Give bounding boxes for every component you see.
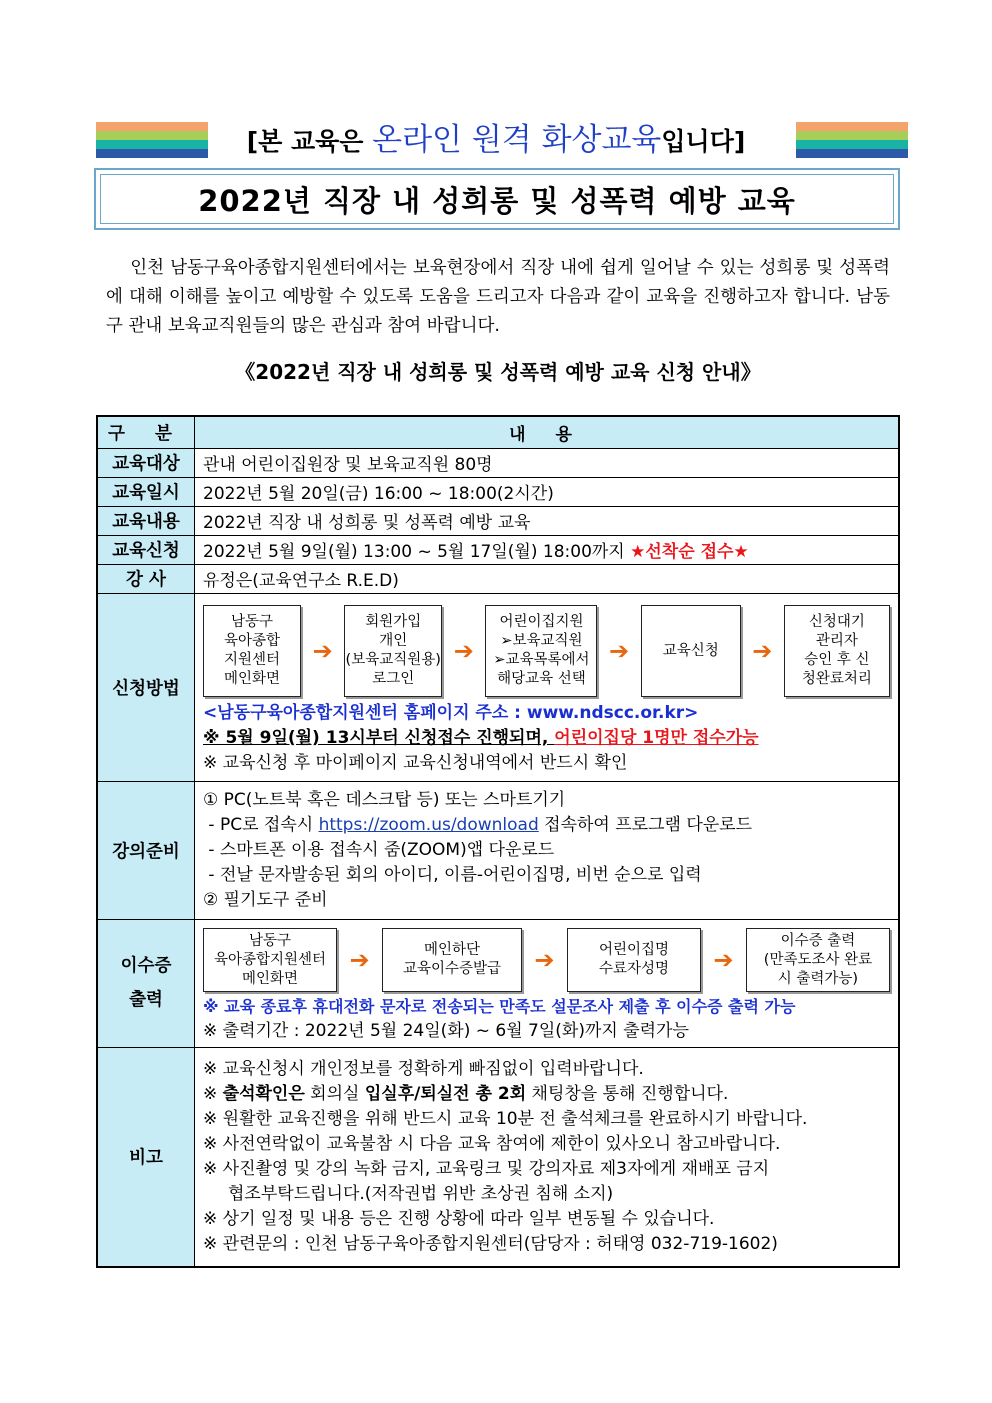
banner-highlight: 온라인 원격 화상교육 (372, 122, 662, 158)
arrow-icon: ➔ (713, 946, 734, 974)
first-come-badge: ★선착순 접수★ (630, 542, 749, 562)
method-note-2: ※ 교육신청 후 마이페이지 교육신청내역에서 반드시 확인 (203, 753, 628, 773)
note-6: ※ 상기 일정 및 내용 등은 진행 상황에 따라 일부 변동될 수 있습니다. (203, 1208, 715, 1229)
prep-line-2a: - PC로 접속시 (208, 814, 319, 835)
page-title: 2022년 직장 내 성희롱 및 성폭력 예방 교육 (100, 174, 894, 224)
banner-post: 입니다] (661, 127, 746, 156)
zoom-download-link[interactable]: https://zoom.us/download (318, 814, 539, 835)
note-2c: 회의실 (304, 1083, 365, 1104)
prep-line-1: ① PC(노트북 혹은 데스크탑 등) 또는 스마트기기 (203, 789, 566, 810)
title-box (94, 168, 900, 230)
section-subtitle: 《2022년 직장 내 성희롱 및 성폭력 예방 교육 신청 안내》 (235, 360, 761, 384)
prep-line-2 (203, 813, 890, 838)
note-2d: 입실후/퇴실전 총 2회 (364, 1083, 527, 1104)
prep-line-3 (203, 838, 890, 863)
label-notes: 비고 (97, 1047, 195, 1267)
method-step-4: 교육신청 (641, 605, 741, 697)
intro-text (106, 254, 890, 341)
label-cert-2: 출력 (129, 990, 163, 1010)
note-5: ※ 사진촬영 및 강의 녹화 금지, 교육링크 및 강의자료 제3자에게 재배포 금지 (203, 1158, 770, 1179)
method-step-2: 회원가입 개인 (보육교직원용) 로그인 (344, 605, 442, 697)
label-method: 신청방법 (97, 593, 195, 781)
label-apply: 교육신청 (97, 535, 195, 564)
note-3: ※ 원활한 교육진행을 위해 반드시 교육 10분 전 출석체크를 완료하시기 바랍니다. (203, 1108, 808, 1129)
method-flow (203, 603, 890, 699)
cert-note-2: ※ 출력기간 : 2022년 5월 24일(화) ~ 6월 7일(화)까지 출력가능 (203, 1021, 689, 1041)
note-2b: 출석확인은 (222, 1083, 305, 1104)
label-prep: 강의준비 (97, 781, 195, 919)
note-2e: 채팅창을 통해 진행합니다. (526, 1083, 729, 1104)
method-note-1a: ※ 5월 9일(월) 13시부터 신청접수 진행되며, (203, 728, 555, 748)
decor-stripes-left (96, 122, 208, 158)
cert-step-4: 이수증 출력 (만족도조사 완료 시 출력가능) (746, 928, 890, 992)
value-target: 관내 어린이집원장 및 보육교직원 80명 (195, 448, 900, 477)
method-note-1b: 어린이집당 1명만 접수가능 (554, 728, 759, 748)
banner (230, 118, 762, 164)
arrow-icon: ➔ (609, 637, 630, 665)
arrow-icon: ➔ (349, 946, 370, 974)
note-1: ※ 교육신청시 개인정보를 정확하게 빠짐없이 입력바랍니다. (203, 1058, 644, 1079)
value-content: 2022년 직장 내 성희롱 및 성폭력 예방 교육 (195, 506, 900, 535)
arrow-icon: ➔ (453, 637, 474, 665)
apply-period: 2022년 5월 9일(월) 13:00 ~ 5월 17일(월) 18:00까지 (203, 542, 631, 562)
value-prep (195, 781, 900, 919)
value-cert (195, 919, 900, 1047)
label-date: 교육일시 (97, 477, 195, 506)
banner-pre: [본 교육은 (246, 127, 373, 156)
method-step-1: 남동구 육아종합 지원센터 메인화면 (203, 605, 301, 697)
label-cert (97, 919, 195, 1047)
cert-flow (203, 926, 890, 994)
arrow-icon: ➔ (312, 637, 333, 665)
homepage-url: <남동구육아종합지원센터 홈페이지 주소 : www.ndscc.or.kr> (203, 703, 699, 723)
header-category: 구 분 (97, 416, 195, 448)
cert-note-1: ※ 교육 종료후 휴대전화 문자로 전송되는 만족도 설문조사 제출 후 이수증 출력 가능 (203, 997, 796, 1016)
prep-line-2b: 접속하여 프로그램 다운로드 (538, 814, 753, 835)
value-lecturer: 유정은(교육연구소 R.E.D) (195, 564, 900, 593)
value-method (195, 593, 900, 781)
label-target: 교육대상 (97, 448, 195, 477)
prep-line-3-text: - 스마트폰 이용 접속시 줌(ZOOM)앱 다운로드 (208, 839, 555, 860)
cert-step-1: 남동구 육아종합지원센터 메인화면 (203, 928, 337, 992)
decor-stripes-right (796, 122, 908, 158)
note-2a: ※ (203, 1083, 223, 1104)
prep-line-5: ② 필기도구 준비 (203, 889, 328, 910)
intro-paragraph: 인천 남동구육아종합지원센터에서는 보육현장에서 직장 내에 쉽게 일어날 수 있는 성희롱 및 성폭력에 대해 이해를 높이고 예방할 수 있도록 도움을 드리고자 다음과 같이 교육을 진행하고자 합니다. 남동구 관내 보육교직원들의 많은 관심과 참여 바랍니다. (106, 258, 890, 336)
method-note-1 (203, 726, 890, 751)
cert-step-3: 어린이집명 수료자성명 (567, 928, 701, 992)
cert-step-2: 메인하단 교육이수증발급 (382, 928, 522, 992)
method-step-3: 어린이집지원 ➢보육교직원 ➢교육목록에서 해당교육 선택 (485, 605, 597, 697)
note-2 (203, 1082, 890, 1107)
note-4: ※ 사전연락없이 교육불참 시 다음 교육 참여에 제한이 있사오니 참고바랍니다. (203, 1133, 781, 1154)
header-content: 내 용 (195, 416, 900, 448)
value-apply (195, 535, 900, 564)
value-notes (195, 1047, 900, 1267)
label-cert-1: 이수증 (120, 956, 172, 976)
info-table (96, 415, 900, 1268)
prep-line-4 (203, 863, 890, 888)
value-date: 2022년 5월 20일(금) 16:00 ~ 18:00(2시간) (195, 477, 900, 506)
prep-line-4-text: - 전날 문자발송된 회의 아이디, 이름-어린이집명, 비번 순으로 입력 (208, 864, 702, 885)
arrow-icon: ➔ (534, 946, 555, 974)
method-step-5: 신청대기 관리자 승인 후 신 청완료처리 (784, 605, 890, 697)
label-lecturer: 강 사 (97, 564, 195, 593)
note-7: ※ 관련문의 : 인천 남동구육아종합지원센터(담당자 : 허태영 032-719-1602) (203, 1233, 778, 1254)
arrow-icon: ➔ (752, 637, 773, 665)
label-content: 교육내용 (97, 506, 195, 535)
note-5b: 협조부탁드립니다.(저작권법 위반 초상권 침해 소지) (228, 1183, 614, 1204)
